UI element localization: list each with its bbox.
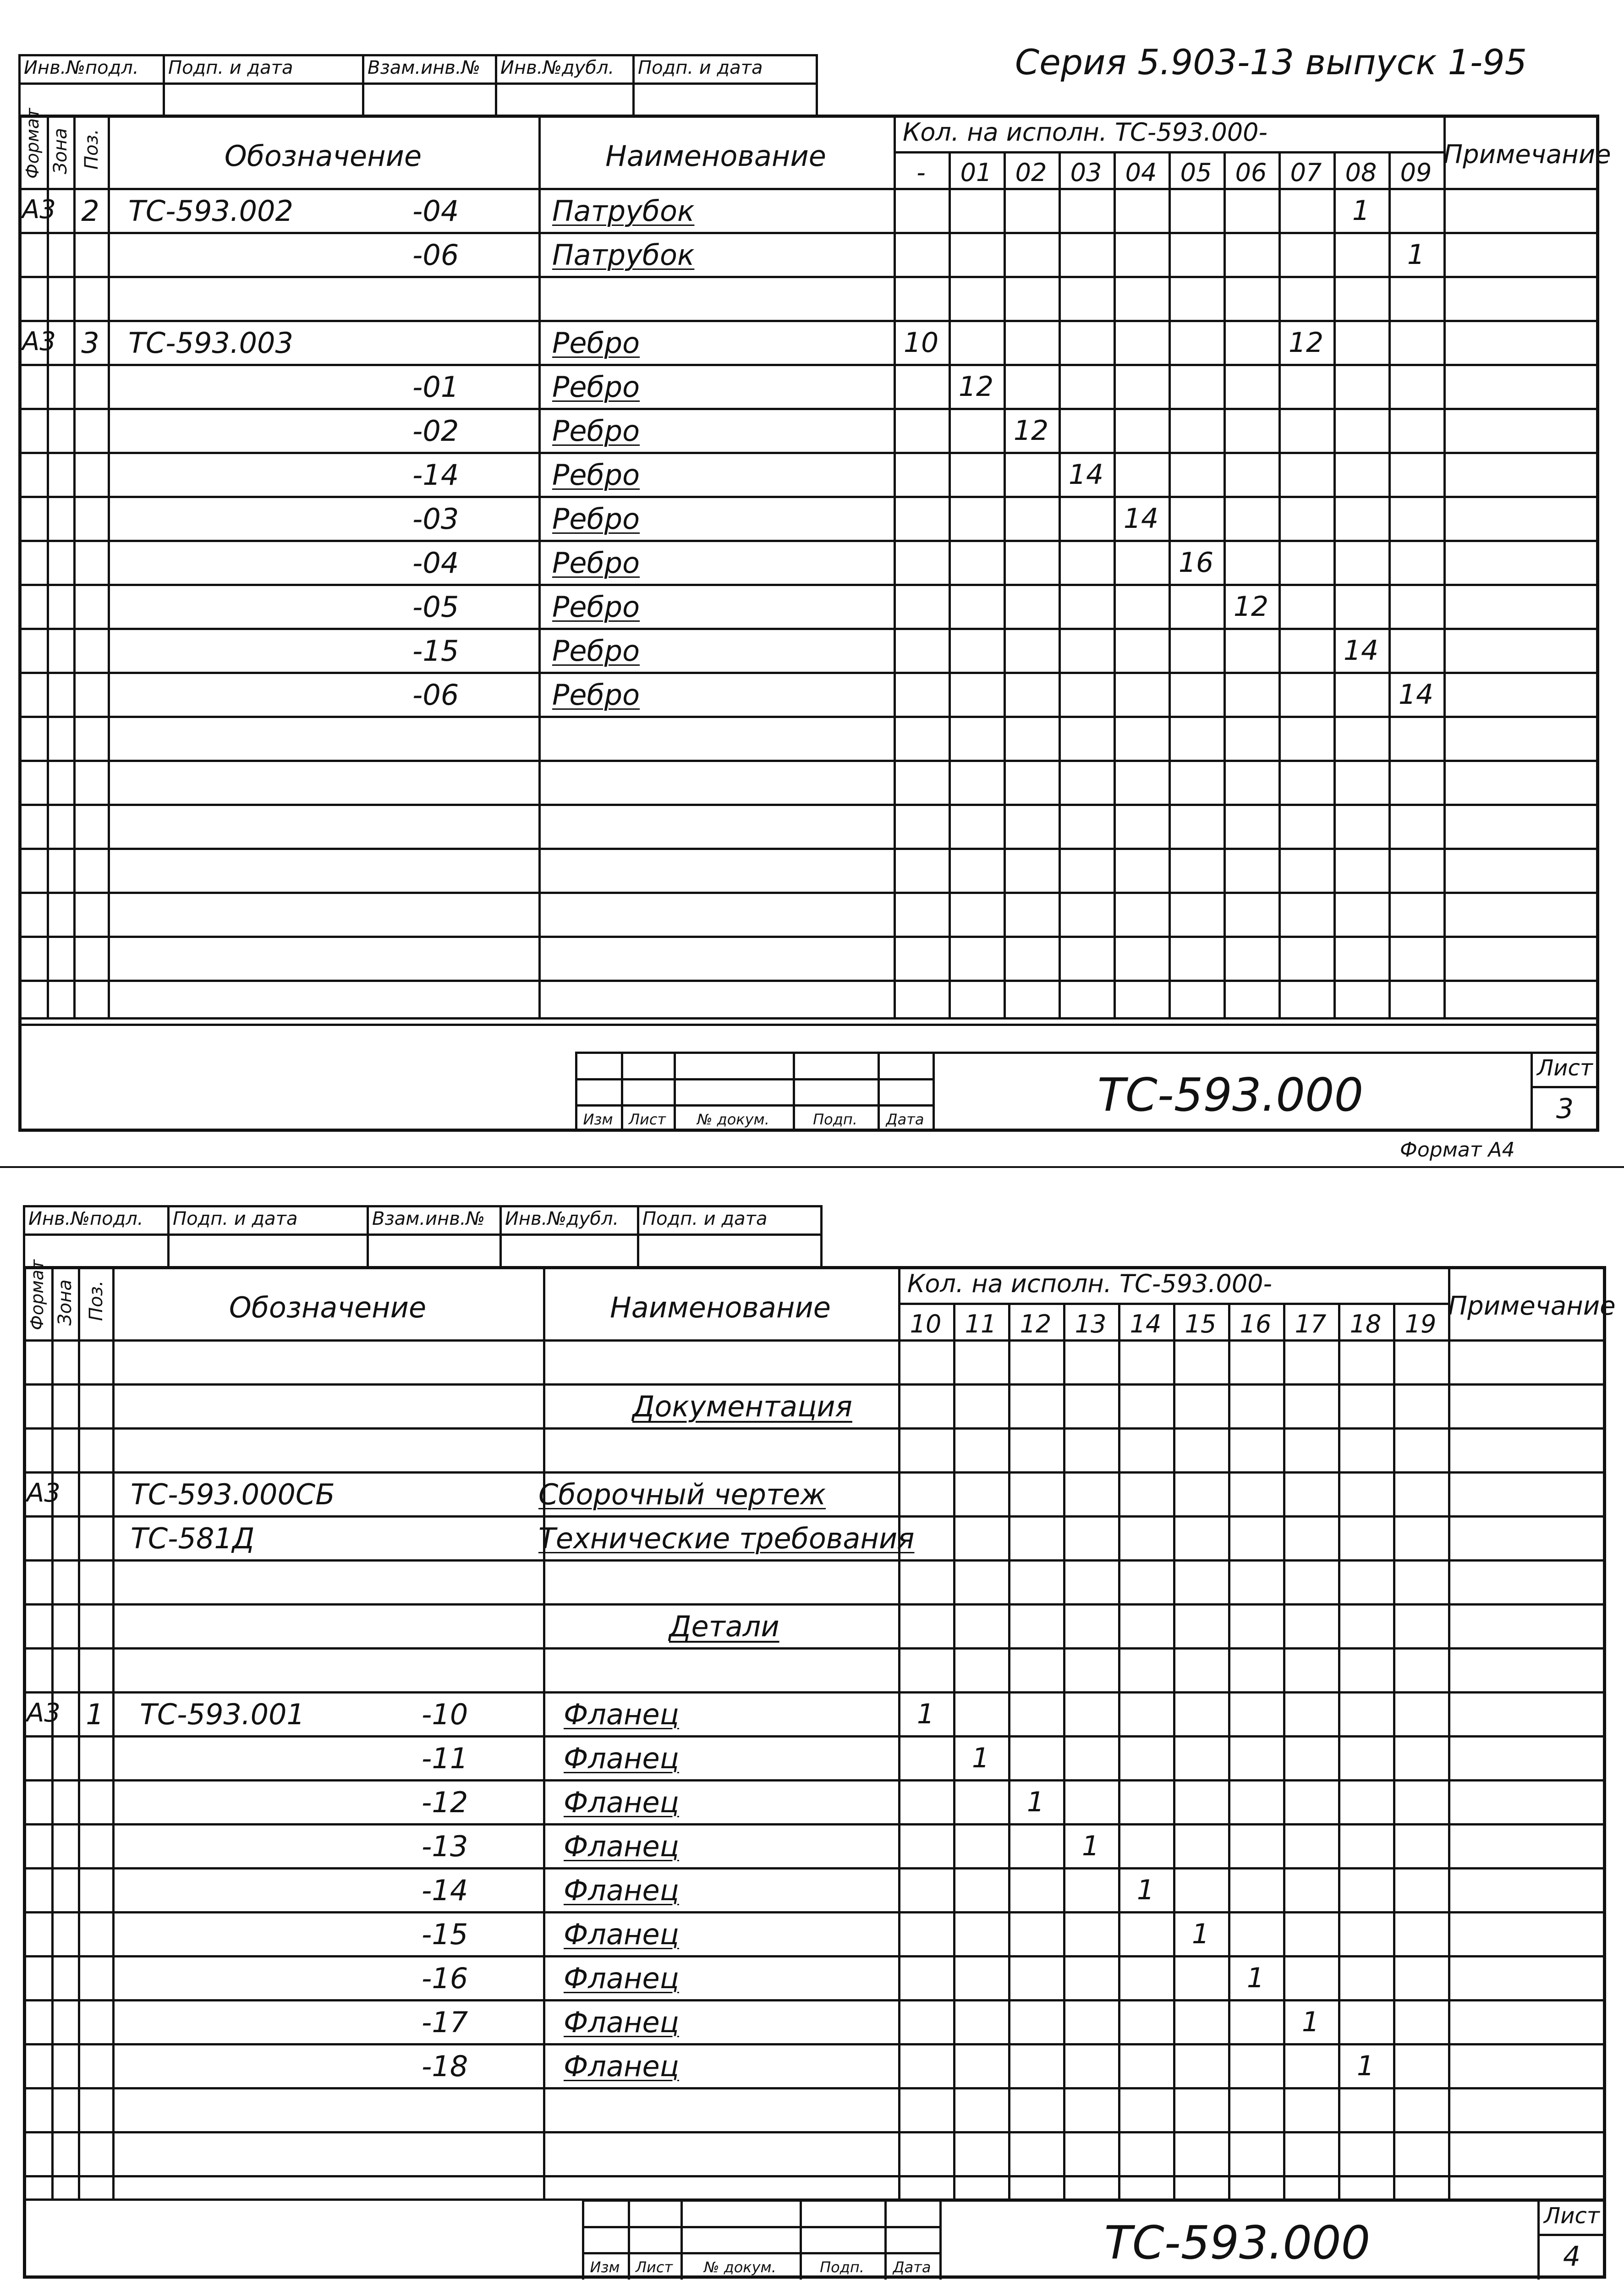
suffix-cell: -15 (422, 1918, 468, 1951)
row-line (23, 1955, 1604, 1957)
row-line (18, 232, 1599, 234)
qty-cell: 1 (1191, 1918, 1210, 1950)
stamp-line (167, 1205, 170, 1267)
qty-cell: 12 (1233, 591, 1269, 623)
header-qty: Кол. на исполн. ТС-593.000- (907, 1269, 1273, 1298)
tb-col-label: Лист (635, 2259, 673, 2276)
stamp-line (499, 1205, 502, 1267)
qty-cell: 1 (971, 1742, 990, 1774)
variant-header: 07 (1290, 158, 1322, 187)
row-line (18, 936, 1599, 938)
variant-header: - (916, 158, 926, 187)
format-cell: А3 (22, 195, 56, 225)
suffix-cell: -04 (412, 546, 459, 580)
header-bottom-line (18, 188, 1599, 190)
suffix-cell: -14 (412, 458, 459, 492)
suffix-cell: -16 (422, 1962, 468, 1995)
row-line (23, 1647, 1604, 1650)
row-line (23, 1735, 1604, 1738)
sheet-4 (0, 1175, 1624, 2286)
col-line (894, 115, 896, 1017)
stamp-label: Инв.№подл. (24, 57, 139, 78)
stamp-mid-line (18, 82, 816, 85)
name-cell: Фланец (564, 2050, 679, 2083)
col-line (47, 115, 49, 1017)
qty-cell: 14 (1068, 459, 1104, 491)
variant-header: 18 (1350, 1310, 1382, 1338)
header-format: Формат (22, 108, 43, 179)
tb-col-label: Подп. (820, 2259, 864, 2276)
suffix-cell: -02 (412, 414, 459, 448)
row-line (18, 408, 1599, 410)
series-line: Серия 5.903-13 выпуск 1-95 (1015, 42, 1527, 82)
variant-header: 01 (960, 158, 992, 187)
qty-cell: 14 (1398, 679, 1434, 711)
qty-cell: 1 (1407, 239, 1425, 271)
position-cell: 1 (86, 1698, 104, 1731)
name-cell: Ребро (552, 634, 640, 668)
header-qty: Кол. на исполн. ТС-593.000- (903, 118, 1268, 147)
row-line (23, 1691, 1604, 1694)
format-cell: А3 (27, 1478, 60, 1508)
header-format: Формат (27, 1259, 47, 1330)
col-line (1283, 1303, 1285, 2198)
row-line (18, 452, 1599, 454)
variant-header: 14 (1130, 1310, 1162, 1338)
qty-cell: 10 (903, 327, 939, 359)
col-line (112, 1266, 115, 2198)
row-line (18, 540, 1599, 542)
sheet-label: Лист (1537, 1055, 1593, 1081)
row-line (23, 1515, 1604, 1518)
sheet-number: 4 (1563, 2241, 1581, 2273)
title-block (582, 2199, 1606, 2279)
name-cell: Ребро (552, 590, 640, 624)
header-pos: Поз. (86, 1280, 107, 1321)
qty-cell: 12 (1288, 327, 1324, 359)
name-cell: Патрубок (552, 238, 695, 272)
variant-header: 05 (1180, 158, 1212, 187)
col-line (1228, 1303, 1230, 2198)
suffix-cell: -06 (412, 678, 459, 712)
col-line (898, 1266, 900, 2198)
divider (0, 1166, 1624, 1168)
stamp-label: Взам.инв.№ (372, 1208, 485, 1229)
name-cell: Фланец (564, 1786, 679, 1819)
position-cell: 3 (81, 326, 99, 360)
stamp-line (495, 54, 497, 116)
col-line (538, 115, 541, 1017)
qty-cell: 1 (1136, 1874, 1155, 1906)
name-cell: Технические требования (538, 1522, 915, 1555)
suffix-cell: -12 (422, 1786, 468, 1819)
sheet-label: Лист (1544, 2203, 1600, 2229)
qty-cell: 14 (1123, 503, 1159, 535)
qty-header-line (898, 1303, 1448, 1305)
suffix-cell: -05 (412, 590, 459, 624)
tb-col-label: Дата (886, 1111, 924, 1128)
header-note: Примечание (1443, 140, 1611, 170)
col-line (543, 1266, 545, 2198)
tb-col-label: Лист (628, 1111, 666, 1128)
qty-cell: 12 (1013, 415, 1049, 447)
suffix-cell: -04 (412, 194, 459, 228)
format-label: Формат А4 (1400, 1138, 1515, 1162)
name-cell: Патрубок (552, 194, 695, 228)
sheet-box-line (1537, 2234, 1606, 2236)
row-line (18, 1024, 1599, 1026)
col-line (1063, 1303, 1065, 2198)
name-cell: Фланец (564, 1698, 679, 1731)
row-line (18, 980, 1599, 982)
variant-header: 13 (1075, 1310, 1107, 1338)
stamp-label: Взам.инв.№ (368, 57, 481, 78)
name-cell: Ребро (552, 458, 640, 492)
stamp-line (362, 54, 364, 116)
name-cell: Фланец (564, 1874, 679, 1907)
col-line (108, 115, 110, 1017)
suffix-cell: -10 (422, 1698, 468, 1731)
variant-header: 16 (1240, 1310, 1272, 1338)
stamp-label: Подп. и дата (173, 1208, 298, 1229)
stamp-line (820, 1205, 823, 1267)
tb-col-label: Изм (590, 2259, 620, 2276)
variant-header: 19 (1405, 1310, 1437, 1338)
stamp-line (816, 54, 818, 116)
variant-header: 09 (1400, 158, 1432, 187)
row-line (18, 584, 1599, 586)
suffix-cell: -06 (412, 238, 459, 272)
suffix-cell: -13 (422, 1830, 468, 1863)
stamp-label: Инв.№подл. (28, 1208, 143, 1229)
section-details: Детали (669, 1610, 779, 1643)
variant-header: 02 (1015, 158, 1047, 187)
variant-header: 11 (965, 1310, 997, 1338)
tb-col-label: Изм (583, 1111, 613, 1128)
header-bottom-line (23, 1339, 1604, 1342)
row-line (18, 848, 1599, 850)
tb-top-line (575, 1052, 1599, 1054)
tb-col-label: Подп. (813, 1111, 857, 1128)
stamp-line (23, 1205, 25, 1267)
title-block (575, 1052, 1599, 1132)
row-line (23, 1427, 1604, 1430)
name-cell: Сборочный чертеж (538, 1478, 826, 1511)
suffix-cell: -03 (412, 502, 459, 536)
row-line (18, 276, 1599, 278)
designation-cell: ТС-581Д (131, 1522, 255, 1555)
qty-cell: 1 (1246, 1962, 1265, 1994)
qty-header-line (894, 151, 1443, 153)
stamp-label: Инв.№дубл. (500, 57, 614, 78)
qty-cell: 1 (1352, 195, 1370, 227)
doc-number: ТС-593.000 (1097, 1068, 1364, 1122)
qty-cell: 14 (1343, 635, 1379, 667)
stamp-label: Подп. и дата (638, 57, 763, 78)
suffix-cell: -15 (412, 634, 459, 668)
format-cell: А3 (22, 327, 56, 356)
name-cell: Фланец (564, 1918, 679, 1951)
col-line (1443, 115, 1446, 1017)
stamp-line (367, 1205, 369, 1267)
row-line (23, 1383, 1604, 1386)
name-cell: Ребро (552, 502, 640, 536)
stamp-line (637, 1205, 639, 1267)
doc-number: ТС-593.000 (1104, 2216, 1371, 2270)
sheet-box-line (1531, 1086, 1599, 1088)
stamp-label: Подп. и дата (168, 57, 293, 78)
stamp-line (163, 54, 165, 116)
col-line (51, 1266, 54, 2198)
qty-cell: 12 (958, 371, 994, 403)
row-line (18, 716, 1599, 718)
stamp-mid-line (23, 1233, 820, 1236)
tb-col-line (933, 1052, 935, 1132)
stamp-line (632, 54, 635, 116)
header-name: Наименование (610, 1291, 831, 1324)
position-cell: 2 (81, 194, 99, 228)
row-line (18, 760, 1599, 762)
designation-cell: ТС-593.002 (128, 194, 293, 228)
col-line (1173, 1303, 1175, 2198)
variant-header: 10 (910, 1310, 942, 1338)
row-line (18, 496, 1599, 498)
header-zone: Зона (50, 128, 71, 174)
row-line (23, 1867, 1604, 1869)
row-line (18, 320, 1599, 322)
side-stamp (23, 1205, 820, 1267)
name-cell: Ребро (552, 370, 640, 404)
stamp-line (18, 54, 21, 116)
header-zone: Зона (55, 1279, 76, 1326)
stamp-top-line (18, 54, 816, 56)
name-cell: Фланец (564, 2006, 679, 2039)
row-line (18, 804, 1599, 806)
tb-col-line (939, 2199, 942, 2280)
row-line (23, 2131, 1604, 2133)
row-line (23, 1471, 1604, 1474)
row-line (23, 1603, 1604, 1606)
name-cell: Ребро (552, 546, 640, 580)
format-cell: А3 (27, 1698, 60, 1728)
stamp-top-line (23, 1205, 820, 1207)
header-designation: Обозначение (229, 1291, 427, 1324)
header-pos: Поз. (81, 129, 102, 170)
suffix-cell: -11 (422, 1742, 468, 1775)
variant-header: 04 (1125, 158, 1157, 187)
tb-col-label: Дата (893, 2259, 931, 2276)
name-cell: Ребро (552, 414, 640, 448)
col-line (1008, 1303, 1010, 2198)
col-line (1393, 1303, 1395, 2198)
row-line (18, 672, 1599, 674)
tb-top-line (582, 2199, 1606, 2202)
stamp-label: Подп. и дата (642, 1208, 768, 1229)
name-cell: Ребро (552, 326, 640, 360)
qty-cell: 16 (1178, 547, 1214, 579)
qty-cell: 1 (1081, 1830, 1100, 1862)
qty-cell: 1 (916, 1698, 935, 1730)
col-line (73, 115, 76, 1017)
row-line (23, 1779, 1604, 1782)
tb-col-label: № докум. (704, 2259, 776, 2276)
variant-header: 03 (1070, 158, 1102, 187)
row-line (23, 2175, 1604, 2177)
col-line (78, 1266, 80, 2198)
designation-cell: ТС-593.003 (128, 326, 293, 360)
row-line (23, 1823, 1604, 1826)
row-line (23, 1559, 1604, 1562)
variant-header: 12 (1020, 1310, 1052, 1338)
qty-cell: 1 (1301, 2006, 1320, 2038)
suffix-cell: -01 (412, 370, 459, 404)
row-line (18, 892, 1599, 894)
row-line (23, 1911, 1604, 1913)
row-line (23, 1999, 1604, 2001)
variant-header: 15 (1185, 1310, 1217, 1338)
variant-header: 06 (1235, 158, 1267, 187)
header-note: Примечание (1448, 1291, 1616, 1321)
suffix-cell: -14 (422, 1874, 468, 1907)
side-stamp (18, 54, 816, 116)
qty-cell: 1 (1356, 2050, 1375, 2082)
name-cell: Ребро (552, 678, 640, 712)
col-line (1118, 1303, 1120, 2198)
variant-header: 08 (1345, 158, 1377, 187)
row-line (23, 2087, 1604, 2089)
suffix-cell: -17 (422, 2006, 468, 2039)
qty-cell: 1 (1026, 1786, 1045, 1818)
row-line (18, 364, 1599, 366)
spec-table (18, 108, 1611, 1017)
row-line (23, 2043, 1604, 2045)
name-cell: Фланец (564, 1962, 679, 1995)
table-bottom-line (18, 1017, 1599, 1020)
section-documentation: Документация (632, 1390, 852, 1423)
designation-cell: ТС-593.001 (140, 1698, 305, 1731)
spec-table (23, 1259, 1616, 2198)
name-cell: Фланец (564, 1742, 679, 1775)
designation-cell: ТС-593.000СБ (131, 1478, 335, 1511)
sheet-number: 3 (1556, 1093, 1574, 1125)
stamp-label: Инв.№дубл. (505, 1208, 619, 1229)
header-name: Наименование (605, 139, 826, 173)
col-line (1448, 1266, 1450, 2198)
tb-col-label: № докум. (697, 1111, 769, 1128)
variant-header: 17 (1295, 1310, 1327, 1338)
row-line (18, 628, 1599, 630)
header-designation: Обозначение (224, 139, 422, 173)
name-cell: Фланец (564, 1830, 679, 1863)
suffix-cell: -18 (422, 2050, 468, 2083)
